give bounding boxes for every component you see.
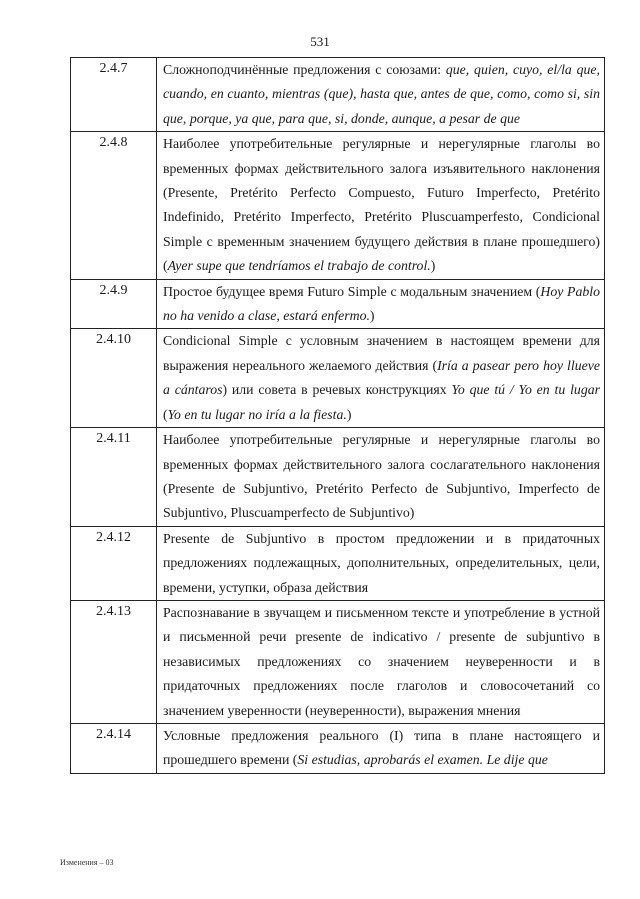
table-body [71,58,605,774]
table-row [71,526,605,600]
example-text: Iría a pasear pero hoy llueve a cántaros [163,357,600,398]
description-text: ) [346,406,352,422]
section-description [157,58,605,132]
description-text: Presente de Subjuntivo в простом предложении и в придаточных предложениях подлежащных, дополнительных, определительных, цели, времени, уступки, образа действия [163,530,600,595]
table-row [71,132,605,279]
section-description [157,132,605,279]
description-text: Condicional Simple с условным значением в настоящем времени для выражения нереального желаемого действия ( [163,333,600,373]
description-text: Наиболее употребительные регулярные и нерегулярные глаголы во временных формах действительного залога сослагательного наклонения (Presente de Subjuntivo, Pretérito Perfecto de Subjuntivo, Imperfecto de Subjuntivo, Pluscuamperfecto de Subjuntivo) [163,432,600,521]
description-text: Сложноподчинённые предложения с союзами: [163,62,446,77]
example-text: que, quien, cuyo, el/la que, cuando, en cuanto, mientras (que), hasta que, antes de que, como, como si, sin que, porque, ya que, para que, si, donde, aunque, a pesar de que [163,62,600,126]
section-description [157,279,605,329]
description-text: ( [163,406,168,422]
example-text: Ayer supe que tendríamos el trabajo de control. [167,258,431,274]
section-description [157,526,605,600]
example-text: Si estudias, aprobarás el examen. Le dije que [297,752,548,768]
description-text: ) [369,308,375,324]
section-description [157,428,605,527]
section-number: 2.4.10 [71,329,157,428]
description-text: ) [430,258,436,274]
section-description [157,600,605,723]
table-row [71,723,605,773]
section-number: 2.4.14 [71,723,157,773]
description-text: ) или совета в речевых конструкциях [222,382,452,398]
table-row [71,58,605,132]
section-number: 2.4.9 [71,279,157,329]
description-text: Распознавание в звучащем и письменном тексте и употребление в устной и письменной речи presente de indicativo / presente de subjuntivo в независимых предложениях со значением неуверенности и в придаточных предложениях после глаголов и словосочетаний со значением уверенности (неуверенности), выражения мнения [163,604,600,718]
footer-revision-note: Изменения – 03 [60,858,114,867]
example-text: Yo en tu lugar no iría a la fiesta. [167,406,347,422]
curriculum-table [70,57,605,774]
table-row [71,329,605,428]
section-description [157,329,605,428]
page-number: 531 [310,34,330,49]
description-text: Простое будущее время Futuro Simple с модальным значением ( [163,283,541,299]
table-row [71,279,605,329]
example-text: Hoy Pablo no ha venido a clase, estará enfermo. [163,283,600,324]
section-number: 2.4.12 [71,526,157,600]
description-text: Условные предложения реального (I) типа в плане настоящего и прошедшего времени ( [163,727,600,768]
example-text: Yo que tú / Yo en tu lugar [451,382,600,398]
section-number: 2.4.11 [71,428,157,527]
section-description [157,723,605,773]
table-row [71,600,605,723]
description-text: Наиболее употребительные регулярные и нерегулярные глаголы во временных формах действительного залога изъявительного наклонения (Presente, Pretérito Perfecto Compuesto, Futuro Imperfecto, Pretérito Indefinido, Pretérito Imperfecto, Pretérito Pluscuamperfesto, Condicional Simple с временным значением будущего действия в плане прошедшего) ( [163,136,600,274]
section-number: 2.4.13 [71,600,157,723]
section-number: 2.4.7 [71,58,157,132]
table-row [71,428,605,527]
section-number: 2.4.8 [71,132,157,279]
